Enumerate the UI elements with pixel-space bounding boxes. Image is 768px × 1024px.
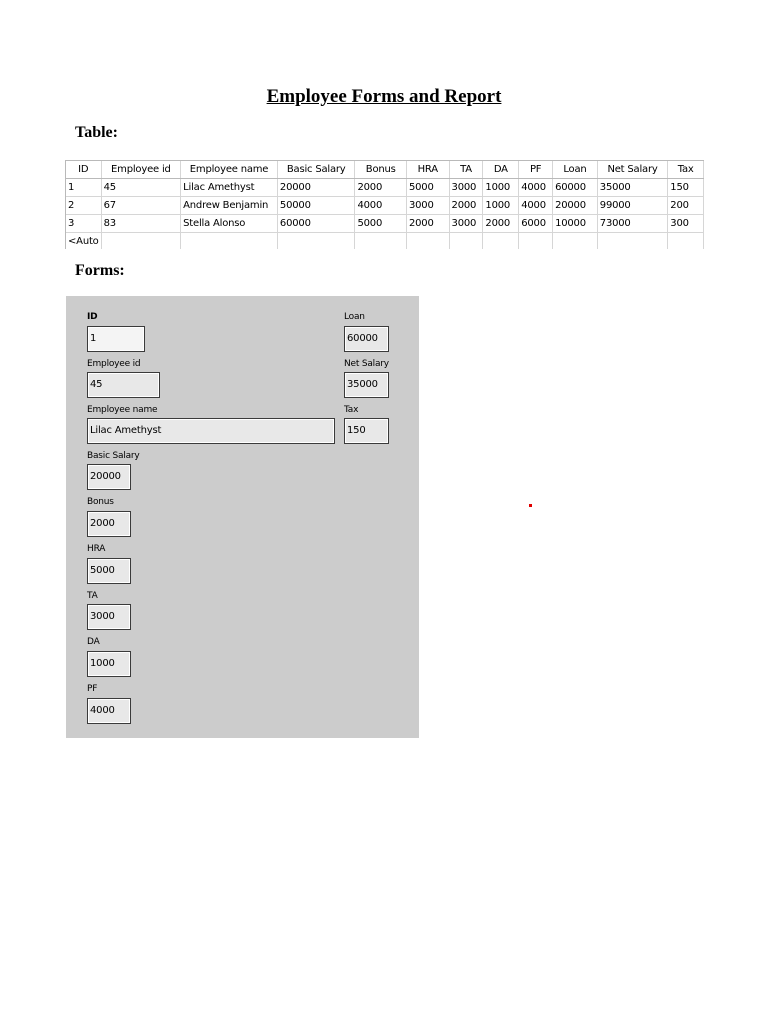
- column-header-da[interactable]: DA: [483, 161, 519, 179]
- employee-form-panel: [66, 296, 419, 738]
- cell-da[interactable]: 1000: [483, 179, 519, 197]
- table-heading: Table:: [75, 124, 118, 141]
- cell-id[interactable]: 2: [66, 197, 101, 215]
- cell-da[interactable]: 2000: [483, 215, 519, 233]
- hra-field[interactable]: 5000: [87, 558, 131, 584]
- cell-employee-name[interactable]: Lilac Amethyst: [181, 179, 278, 197]
- table-new-row[interactable]: [66, 233, 704, 250]
- loan-label: Loan: [344, 312, 365, 322]
- cell-bonus[interactable]: 4000: [355, 197, 406, 215]
- red-marker-dot: [529, 504, 532, 507]
- bonus-field[interactable]: 2000: [87, 511, 131, 537]
- employee-name-field[interactable]: Lilac Amethyst: [87, 418, 335, 444]
- employee-table: [66, 161, 704, 249]
- new-row-cell[interactable]: [449, 233, 483, 250]
- da-field[interactable]: 1000: [87, 651, 131, 677]
- column-header-hra[interactable]: HRA: [406, 161, 449, 179]
- cell-bonus[interactable]: 2000: [355, 179, 406, 197]
- pf-field[interactable]: 4000: [87, 698, 131, 724]
- ta-label: TA: [87, 591, 98, 601]
- cell-tax[interactable]: 300: [668, 215, 704, 233]
- tax-field[interactable]: 150: [344, 418, 389, 444]
- cell-loan[interactable]: 20000: [553, 197, 598, 215]
- cell-ta[interactable]: 3000: [449, 215, 483, 233]
- cell-tax[interactable]: 150: [668, 179, 704, 197]
- cell-basic-salary[interactable]: 20000: [277, 179, 355, 197]
- cell-ta[interactable]: 3000: [449, 179, 483, 197]
- new-row-cell[interactable]: [101, 233, 181, 250]
- column-header-loan[interactable]: Loan: [553, 161, 598, 179]
- forms-heading: Forms:: [75, 262, 125, 279]
- loan-field[interactable]: 60000: [344, 326, 389, 352]
- cell-net-salary[interactable]: 99000: [597, 197, 668, 215]
- cell-bonus[interactable]: 5000: [355, 215, 406, 233]
- table-row[interactable]: [66, 197, 704, 215]
- column-header-id[interactable]: ID: [66, 161, 101, 179]
- table-header-row: [66, 161, 704, 179]
- ta-field[interactable]: 3000: [87, 604, 131, 630]
- cell-ta[interactable]: 2000: [449, 197, 483, 215]
- id-field[interactable]: 1: [87, 326, 145, 352]
- cell-net-salary[interactable]: 35000: [597, 179, 668, 197]
- da-label: DA: [87, 637, 100, 647]
- column-header-employee-id[interactable]: Employee id: [101, 161, 181, 179]
- column-header-pf[interactable]: PF: [519, 161, 553, 179]
- cell-pf[interactable]: 4000: [519, 179, 553, 197]
- cell-hra[interactable]: 5000: [406, 179, 449, 197]
- cell-employee-id[interactable]: 67: [101, 197, 181, 215]
- hra-label: HRA: [87, 544, 106, 554]
- cell-pf[interactable]: 6000: [519, 215, 553, 233]
- net-salary-label: Net Salary: [344, 359, 389, 369]
- column-header-tax[interactable]: Tax: [668, 161, 704, 179]
- cell-id[interactable]: 1: [66, 179, 101, 197]
- cell-pf[interactable]: 4000: [519, 197, 553, 215]
- new-row-cell[interactable]: [668, 233, 704, 250]
- basic-salary-field[interactable]: 20000: [87, 464, 131, 490]
- cell-tax[interactable]: 200: [668, 197, 704, 215]
- cell-hra[interactable]: 2000: [406, 215, 449, 233]
- page-title: Employee Forms and Report: [266, 86, 502, 107]
- table-row[interactable]: [66, 215, 704, 233]
- cell-employee-name[interactable]: Stella Alonso: [181, 215, 278, 233]
- tax-label: Tax: [344, 405, 359, 415]
- cell-id[interactable]: 3: [66, 215, 101, 233]
- basic-salary-label: Basic Salary: [87, 451, 140, 461]
- cell-loan[interactable]: 10000: [553, 215, 598, 233]
- cell-basic-salary[interactable]: 60000: [277, 215, 355, 233]
- new-row-cell[interactable]: [406, 233, 449, 250]
- column-header-employee-name[interactable]: Employee name: [181, 161, 278, 179]
- column-header-ta[interactable]: TA: [449, 161, 483, 179]
- new-row-cell[interactable]: [519, 233, 553, 250]
- cell-net-salary[interactable]: 73000: [597, 215, 668, 233]
- new-row-cell[interactable]: [597, 233, 668, 250]
- new-row-cell[interactable]: [181, 233, 278, 250]
- cell-da[interactable]: 1000: [483, 197, 519, 215]
- new-row-marker[interactable]: <Auto: [66, 233, 101, 250]
- new-row-cell[interactable]: [277, 233, 355, 250]
- column-header-bonus[interactable]: Bonus: [355, 161, 406, 179]
- cell-employee-id[interactable]: 83: [101, 215, 181, 233]
- new-row-cell[interactable]: [483, 233, 519, 250]
- cell-hra[interactable]: 3000: [406, 197, 449, 215]
- employee-data-grid[interactable]: [65, 160, 704, 249]
- cell-employee-id[interactable]: 45: [101, 179, 181, 197]
- pf-label: PF: [87, 684, 98, 694]
- cell-basic-salary[interactable]: 50000: [277, 197, 355, 215]
- new-row-cell[interactable]: [553, 233, 598, 250]
- employee-id-label: Employee id: [87, 359, 141, 369]
- table-row[interactable]: [66, 179, 704, 197]
- column-header-net-salary[interactable]: Net Salary: [597, 161, 668, 179]
- id-label: ID: [87, 312, 98, 322]
- cell-loan[interactable]: 60000: [553, 179, 598, 197]
- employee-id-field[interactable]: 45: [87, 372, 160, 398]
- net-salary-field[interactable]: 35000: [344, 372, 389, 398]
- bonus-label: Bonus: [87, 497, 114, 507]
- column-header-basic-salary[interactable]: Basic Salary: [277, 161, 355, 179]
- new-row-cell[interactable]: [355, 233, 406, 250]
- cell-employee-name[interactable]: Andrew Benjamin: [181, 197, 278, 215]
- employee-name-label: Employee name: [87, 405, 158, 415]
